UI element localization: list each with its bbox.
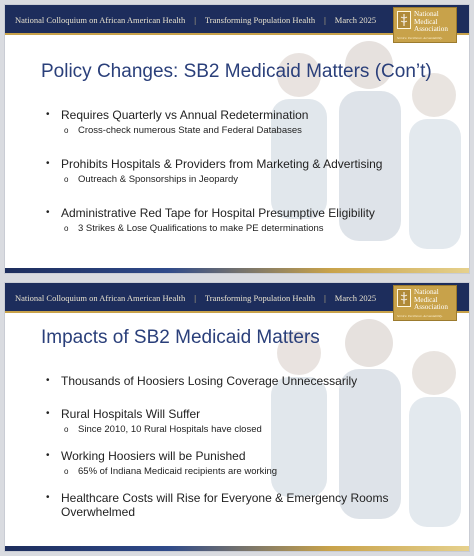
header-text xyxy=(15,283,376,313)
header-separator: | xyxy=(194,293,196,303)
logo-line-3: Association xyxy=(414,25,448,34)
bullet-dot-icon: • xyxy=(46,375,50,386)
sub-bullet-text: Since 2010, 10 Rural Hospitals have closed xyxy=(78,424,262,435)
bullet-item xyxy=(43,108,443,122)
sub-bullet-item xyxy=(43,424,443,436)
sub-bullet-item xyxy=(43,174,443,186)
bullet-text: Working Hoosiers will be Punished xyxy=(61,449,246,463)
sub-bullet-item xyxy=(43,125,443,137)
bullet-item xyxy=(43,206,443,220)
bullet-group xyxy=(43,449,443,491)
bullet-item xyxy=(43,407,443,421)
logo-line-3: Association xyxy=(414,303,448,312)
bullet-item xyxy=(43,491,443,519)
sub-bullet-item xyxy=(43,223,443,235)
bullet-list xyxy=(43,108,443,255)
logo-line-2: Medical xyxy=(414,17,438,26)
sub-bullet-text: 3 Strikes & Lose Qualifications to make PE determinations xyxy=(78,223,324,234)
conference-date: March 2025 xyxy=(334,293,377,303)
bullet-group xyxy=(43,407,443,449)
logo-line-1: National xyxy=(414,288,439,296)
header-separator: | xyxy=(324,15,326,25)
logo-line-2: Medical xyxy=(414,295,438,304)
footer-accent-strip xyxy=(5,546,469,551)
bullet-item xyxy=(43,374,443,388)
bullet-text: Rural Hospitals Will Suffer xyxy=(61,407,201,421)
bullet-group xyxy=(43,157,443,206)
sub-bullet-text: Cross-check numerous State and Federal Databases xyxy=(78,125,302,136)
hollow-circle-icon: o xyxy=(64,126,69,135)
bullet-dot-icon: • xyxy=(46,207,50,218)
bullet-dot-icon: • xyxy=(46,408,50,419)
bullet-text: Requires Quarterly vs Annual Redetermination xyxy=(61,108,309,122)
conference-date: March 2025 xyxy=(334,15,377,25)
sub-bullet-item xyxy=(43,466,443,478)
conference-theme: Transforming Population Health xyxy=(204,15,316,25)
hollow-circle-icon: o xyxy=(64,175,69,184)
sub-bullet-text: Outreach & Sponsorships in Jeopardy xyxy=(78,174,239,185)
bullet-text: Prohibits Hospitals & Providers from Marketing & Advertising xyxy=(61,157,383,171)
logo-name xyxy=(414,289,448,312)
bullet-dot-icon: • xyxy=(46,109,50,120)
logo-tagline: Service. Excellence. Accountability. xyxy=(397,314,443,318)
slide-title: Impacts of SB2 Medicaid Matters xyxy=(41,327,320,348)
header-separator: | xyxy=(324,293,326,303)
colloquium-name: National Colloquium on African American Health xyxy=(15,15,186,25)
hollow-circle-icon: o xyxy=(64,425,69,434)
slide-title: Policy Changes: SB2 Medicaid Matters (Con’t) xyxy=(41,61,432,82)
logo-line-1: National xyxy=(414,10,439,18)
bullet-group xyxy=(43,374,443,407)
bullet-dot-icon: • xyxy=(46,492,50,503)
logo-name xyxy=(414,11,448,34)
caduceus-seal-icon xyxy=(397,289,411,307)
bullet-text: Thousands of Hoosiers Losing Coverage Unnecessarily xyxy=(61,374,358,388)
sub-bullet-text: 65% of Indiana Medicaid recipients are working xyxy=(78,466,278,477)
bullet-list xyxy=(43,374,443,519)
bullet-text: Administrative Red Tape for Hospital Presumptive Eligibility xyxy=(61,206,375,220)
logo-tagline: Service. Excellence. Accountability. xyxy=(397,36,443,40)
hollow-circle-icon: o xyxy=(64,224,69,233)
bullet-group xyxy=(43,108,443,157)
bullet-item xyxy=(43,157,443,171)
bullet-item xyxy=(43,449,443,463)
hollow-circle-icon: o xyxy=(64,467,69,476)
header-text xyxy=(15,5,376,35)
colloquium-name: National Colloquium on African American Health xyxy=(15,293,186,303)
slide-impacts xyxy=(4,282,470,552)
bullet-dot-icon: • xyxy=(46,158,50,169)
bullet-text: Healthcare Costs will Rise for Everyone & Emergency Rooms Overwhelmed xyxy=(61,491,389,519)
nma-logo xyxy=(393,285,457,321)
header-separator: | xyxy=(194,15,196,25)
caduceus-seal-icon xyxy=(397,11,411,29)
slide-policy-changes xyxy=(4,4,470,274)
conference-theme: Transforming Population Health xyxy=(204,293,316,303)
bullet-dot-icon: • xyxy=(46,450,50,461)
bullet-group xyxy=(43,206,443,255)
bullet-group xyxy=(43,491,443,519)
nma-logo xyxy=(393,7,457,43)
footer-accent-strip xyxy=(5,268,469,273)
